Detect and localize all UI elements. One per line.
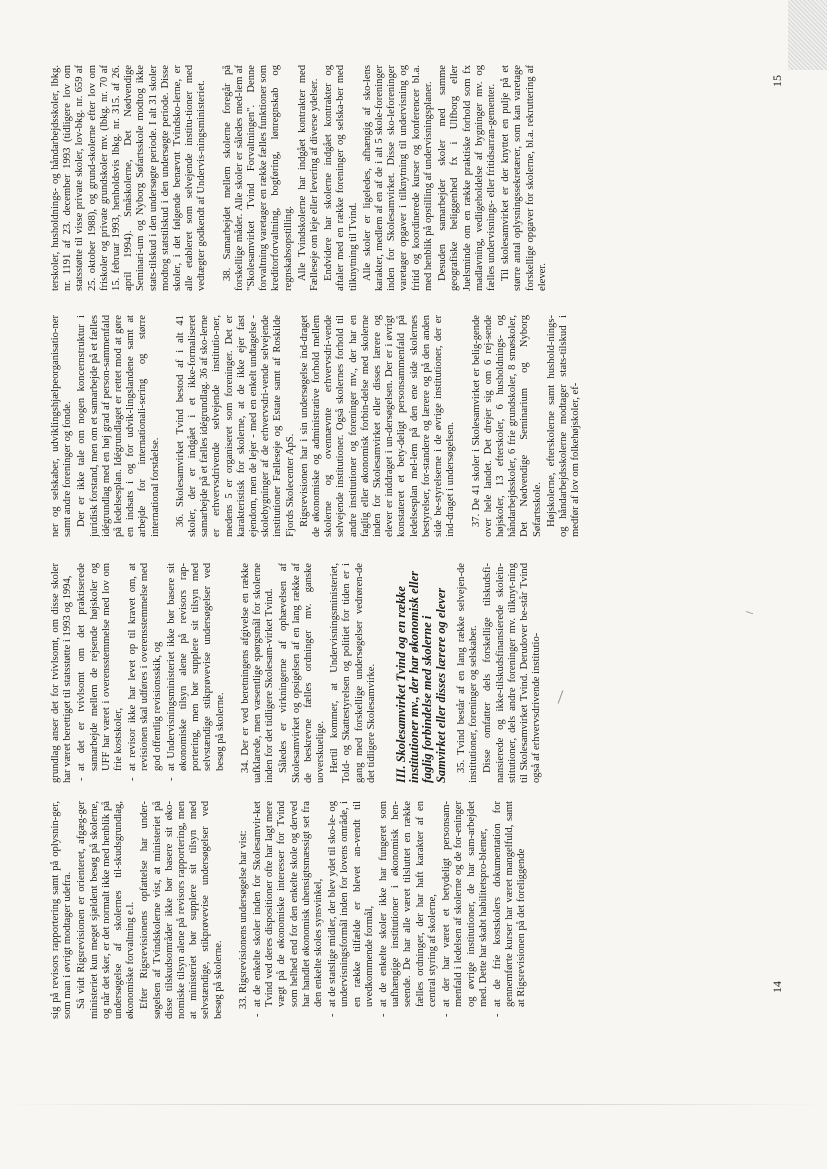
page-number-right: 15 xyxy=(770,75,784,87)
bullet-text: at de enkelte skoler ikke har fungeret som uafhængige institutioner i økonomisk hen-seende. De har alle været tilsluttet en række fælles ordninger, der har haft karakter af en central styring af skolerne, xyxy=(378,801,438,1007)
paragraph: 38. Samarbejdet mellem skolerne foregår på forskellige måder. Alle skoler er således med-lem af "Skolesamvirket Tvind Forvaltningen". Denne forvaltning varetager en række fælles funktioner som kreditorforvaltning, bogføring, lønregnskab og regnskabsopstilling. xyxy=(221,65,294,291)
bullet-text: at Undervisningsministeriet ikke bør basere sit økonomiske tilsyn alene på revisors rap-portering, men bør supplere sit tilsyn med selvstændige stikprøvevise undersøgelser ved besøg på skolerne. xyxy=(165,563,226,771)
paragraph: 36. Skolesamvirket Tvind bestod af i alt 41 skoler, der er indgået i et ikke-formaliseret samarbejde på et fælles idégrundlag. 36 af sko-lerne er erhvervsdrivende selvejende institutio-ner, medens 5 er organiseret som foreninger. Det er karakteristisk for skolerne, at de ikke ejer fast ejendom, men de lejer - med en enkelt undtagelse - skolebygninger af de erhvervsdri-vende selvejende institutioner Fælleseje og Estate samt af Roskilde Fjords Skolecenter ApS. xyxy=(174,315,296,537)
bullet-item xyxy=(127,563,164,781)
bullet-dash: - xyxy=(327,1013,339,1017)
paragraph-gap xyxy=(227,801,238,1019)
paragraph: Således er virkningerne af ophævelsen af Skolesamvirket og opsigelsen af en lang række af de beskrevne fælles ordninger mv. ganske uoverskuelige. xyxy=(278,563,327,783)
right-page xyxy=(50,41,730,541)
page-number-left: 14 xyxy=(770,981,784,993)
bullet-text: at der har været et betydeligt personsam-menfald i ledelsen af skolerne og de for-eninger og øvrige institutioner, de har sam-arbejdet med. Dette har skabt habilitetspro-blemer, xyxy=(441,801,489,1007)
bullet-dash: - xyxy=(252,1013,264,1017)
stray-pen-mark: / xyxy=(745,611,756,614)
paragraph: grundlag anser det for tvivlsomt, om disse skoler har været berettiget til statsstøtte i 1993 og 1994, xyxy=(50,563,74,783)
text-column-2 xyxy=(50,563,730,783)
paragraph: ner og selskaber, udviklingshjælpeorganisatio-ner samt andre foreninger og fonde. xyxy=(50,315,74,537)
paragraph: Højskolerne, efterskolerne samt hushold-nings- og håndarbejdsskolerne modtager stats-tilskud i medfør af lov om folkehøjskoler, ef- xyxy=(545,315,582,537)
bullet-text: at de statslige midler, der blev ydet til sko-le- og undervisningsformål inden for lovens område, i en række tilfælde er blevet an-vendt til uvedkommende formål, xyxy=(327,801,375,1007)
paragraph: Alle skoler er ligeledes, afhængig af sko-lens karakter, medlem af en af de i alt 5 skole-foreninger inden for Skolesamvirket. Disse sko-leforeninger varetager opgaver i tilknytning til undervisning og fritid og koordinerede kurser og konferencer bl.a. med henblik på opstilling af undervisningsplaner. xyxy=(361,65,434,291)
text-column-4 xyxy=(50,65,730,291)
paragraph: terskoler, husholdnings- og håndarbejdsskoler, lbkg. nr. 1191 af 23. december 1993 (tidligere lov om statsstøtte til visse private skoler, lov-bkg. nr. 659 af 25. oktober 1988), og grund-skolerne efter lov om friskoler og private grundskoler mv. (lbkg. nr. 70 af 15. februar 1993, henholdsvis lbkg. nr. 315. af 26. april 1994). Småskolerne, Det Nødvendige Seminari-um og Nyborg Søfartsskole modtog ikke stats-tilskud i den undersøgte periode. I alt 31 skoler modtog statstilskud i den undersøgte periode. Disse skoler, i det følgende benævnt Tvindsko-lerne, er alle etableret som selvejende institu-tioner med vedtægter godkendt af Undervis-ningsministeriet. xyxy=(50,65,208,291)
bullet-dash: - xyxy=(441,1013,453,1017)
paragraph: Rigsrevisionen har i sin undersøgelse ind-draget de økonomiske og administrative forhold mellem skolerne og ovennævnte erhvervsdri-vende selvejende institutioner. Også skolernes forhold til andre institutioner og foreninger mv., der har en faglig eller økonomisk forbin-delse med skolerne inden for Skolesamvirket eller disses lærere og elever er inddraget i un-dersøgelsen. Der er i øvrigt konstateret et bety-deligt personsammenfald på ledelsesplan mel-lem på den ene side skolernes bestyrelser, for-standere og lærere og på den anden side be-styrelserne i de øvrige institutioner, der er ind-draget i undersøgelsen. xyxy=(298,315,457,537)
bullet-item xyxy=(252,801,325,1017)
paragraph-gap xyxy=(380,563,391,783)
paragraph: Desuden samarbejder skoler med samme geografiske beliggenhed fx i Ulfborg eller Juelsminde om en række praktiske forhold som fx madlavning, vedligeholdelse af bygninger mv. og fælles undervisnings- eller fritidsarran-gementer. xyxy=(437,65,497,291)
bullet-dash: - xyxy=(491,1013,503,1017)
bullet-item xyxy=(378,801,439,1017)
paragraph: Alle Tvindskolerne har indgået kontrakter med Fælleseje om leje eller levering af diverse ydelser. xyxy=(296,65,321,291)
text-column-3 xyxy=(50,315,730,537)
paragraph: 33. Rigsrevisionens undersøgelse har vist: xyxy=(237,830,249,1009)
paragraph-gap xyxy=(460,315,471,537)
bullet-dash: - xyxy=(76,777,88,781)
paragraph: Disse omfatter dels forskellige tilskudsfi-nansierede og ikke-tilskudsfinansierede skolein-stitutioner, dels andre foreninger mv. tilknyt-ning til Skolesamvirket Tvind. Derudover be-står Tvind også af erhvervsdrivende institutio- xyxy=(482,563,543,783)
bullet-item xyxy=(441,801,490,1017)
bullet-item xyxy=(327,801,376,1017)
bullet-item xyxy=(76,563,125,781)
section-heading: III. Skolesamvirket Tvind og en række institutioner mv., der har økonomisk eller faglig forbindelse med skolerne i Samvirket eller disses lærere og elever xyxy=(394,571,448,783)
bullet-dash: - xyxy=(165,777,177,781)
paragraph-gap xyxy=(229,563,240,783)
bullet-text: at de frie kostskolers dokumentation for gennemførte kurser har været mangelfuld, samt at Rigsrevisionen på det foreliggende xyxy=(491,801,528,1007)
paragraph: Endvidere har skolerne indgået kontrakter og aftaler med en række foreninger og selska-ber med tilknytning til Tvind. xyxy=(323,65,359,291)
bullet-text: at det er tvivlsomt om det praktiserede samarbejde mellem de rejsende højskoler og UFF har været i overensstemmelse med lov om frie kostskoler, xyxy=(76,563,125,771)
paragraph: 37. De 41 skoler i Skolesamvirket er belig-gende over hele landet. Det drejer sig om 6 rej-sende højskoler, 13 efterskoler, 6 husholdnings- og håndarbejdsskoler, 6 frie grundskoler, 8 smøskoler, Det Nødvendige Seminarium og Nyborg Søfartsskole. xyxy=(470,315,543,537)
bullet-item xyxy=(165,563,227,781)
bullet-text: at revisor ikke har levet op til kravet om, at revisionen skal udføres i overensstemmelse med god offentlig revisionsskik, og xyxy=(127,563,163,771)
paragraph-gap xyxy=(164,315,175,537)
text-column-1 xyxy=(50,801,730,1019)
paragraph: 35. Tvind består af en lang række selvejen-de institutioner, foreninger og selskaber. xyxy=(455,563,480,783)
paragraph: sig på revisors rapportering samt på oplysnin-ger, som man i øvrigt modtager udefra. xyxy=(50,801,74,1019)
left-page xyxy=(50,551,730,1019)
paragraph: Der er ikke tale om nogen koncernstruktur i juridisk forstand, men om et samarbejde på et fælles idégrundlag med en høj grad af person-sammenfald på ledelsesplan. Idégrundlaget er rettet mod at gøre en indsats i og for udvik-lingslandene samt at arbejde for internationali-sering og større international forståelse. xyxy=(76,315,161,537)
paragraph: 34. Der er ved beretningens afgivelse en række uafklarede, men væsentlige spørgsmål for skolerne inden for det tidligere Skolesam-virket Tvind. xyxy=(239,563,276,783)
paragraph: Så vidt Rigsrevisionen er orienteret, afgæg-ger ministeriet kun meget sjældent besøg på skolerne, og når det sker, er det normalt ikke med henblik på undersøgelse af skolernes til-skudsgrundlag, økonomiske forvaltning e.l. xyxy=(76,801,137,1019)
paragraph: Til skolesamvirket er der knyttet en pulje på et større antal oplysningssekretærer, som kan varetage forskellige opgaver for skolerne, bl.a. rekruttering af elever. xyxy=(500,65,548,291)
bullet-dash: - xyxy=(127,777,139,781)
bullet-item xyxy=(491,801,529,1017)
bullet-text: at de enkelte skoler inden for Skolesamvir-ket Tvind ved deres dispositioner ofte har lagt mere vægt på de økonomiske interesser for Tvind som helhed end for den enkelte skole og derved har handlet økonomisk uhensigtsmæssigt set fra den enkelte skoles synsvinkel, xyxy=(252,801,325,1007)
bullet-dash: - xyxy=(378,1013,390,1017)
paragraph: Hertil kommer, at Undervisningsministeriet, Told- og Skattestyrelsen og politiet for tiden er i gang med forskellige undersøgelser vedrøren-de det tidligere Skolesamvirke. xyxy=(329,563,377,783)
paragraph: Efter Rigsrevisionens opfattelse har under-søgelsen af Tvindskolerne vist, at ministeriet på disse tilskudsområder ikke bør basere sit øko-nomiske tilsyn alene på revisors rapportering, men at ministeriet bør supplere sit tilsyn med selvstændige, stikprøvevise undersøgelser ved besøg på skolerne. xyxy=(139,801,224,1019)
paragraph-gap xyxy=(211,65,222,291)
